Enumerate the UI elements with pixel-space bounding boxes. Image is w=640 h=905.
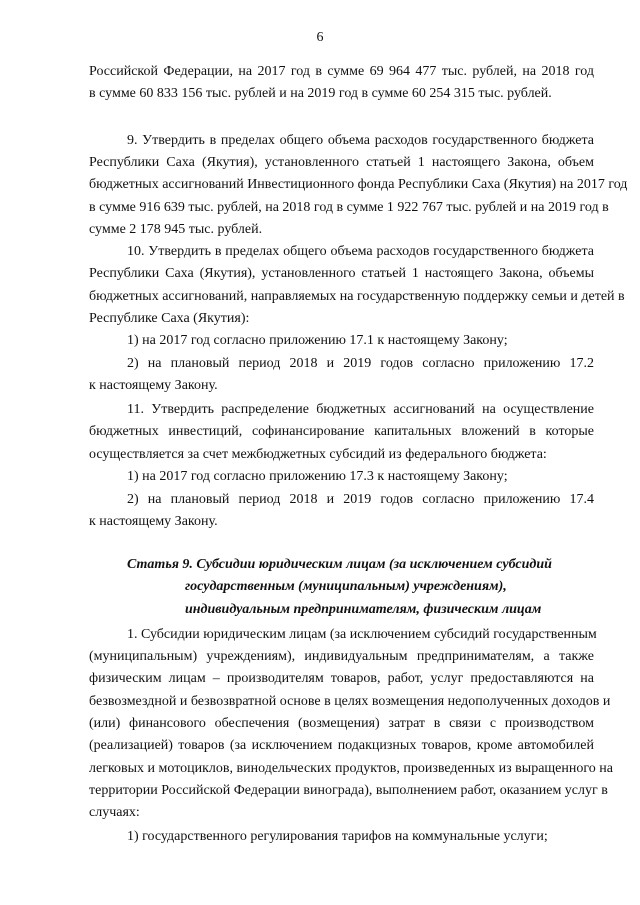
text-line: сумме 2 178 945 тыс. рублей.	[89, 222, 263, 237]
text-line: к настоящему Закону.	[89, 514, 218, 529]
text-line: в сумме 916 639 тыс. рублей, на 2018 год в сумме 1 922 767 тыс. рублей и на 2019 год в	[89, 200, 609, 215]
text-line: 1) государственного регулирования тарифов на коммунальные услуги;	[127, 829, 548, 844]
text-line: 1. Субсидии юридическим лицам (за исключением субсидий государственным	[127, 627, 597, 642]
text-line: безвозмездной и безвозвратной основе в целях возмещения недополученных доходов и	[89, 694, 611, 709]
text-line: территории Российской Федерации винограда), выполнением работ, оказанием услуг в	[89, 783, 608, 798]
article-heading-line: государственным (муниципальным) учреждениям),	[185, 579, 507, 594]
text-line: (реализацией) товаров (за исключением подакцизных товаров, кроме автомобилей	[89, 738, 594, 753]
text-line: осуществляется за счет межбюджетных субсидий из федерального бюджета:	[89, 447, 547, 462]
text-line: Республики Саха (Якутия), установленного статьей 1 настоящего Закона, объемы	[89, 266, 594, 281]
text-line: (или) финансового обеспечения (возмещения) затрат в связи с производством	[89, 716, 594, 731]
text-line: 10. Утвердить в пределах общего объема расходов государственного бюджета	[127, 244, 594, 259]
text-line: 1) на 2017 год согласно приложению 17.1 к настоящему Закону;	[127, 333, 508, 348]
text-line: бюджетных инвестиций, софинансирование капитальных вложений в которые	[89, 424, 594, 439]
text-line: 9. Утвердить в пределах общего объема расходов государственного бюджета	[127, 133, 594, 148]
text-line: бюджетных ассигнований, направляемых на государственную поддержку семьи и детей в	[89, 289, 625, 304]
text-line: 2) на плановый период 2018 и 2019 годов согласно приложению 17.4	[127, 492, 594, 507]
text-line: Республики Саха (Якутия), установленного статьей 1 настоящего Закона, объем	[89, 155, 594, 170]
text-line: к настоящему Закону.	[89, 378, 218, 393]
text-line: бюджетных ассигнований Инвестиционного фонда Республики Саха (Якутия) на 2017 год	[89, 177, 628, 192]
article-heading-line: индивидуальным предпринимателям, физическим лицам	[185, 602, 542, 617]
article-heading-line: Статья 9. Субсидии юридическим лицам (за исключением субсидий	[127, 557, 552, 572]
text-line: случаях:	[89, 805, 140, 820]
text-line: в сумме 60 833 156 тыс. рублей и на 2019 год в сумме 60 254 315 тыс. рублей.	[89, 86, 552, 101]
page-number: 6	[316, 30, 324, 45]
text-line: 11. Утвердить распределение бюджетных ассигнований на осуществление	[127, 402, 594, 417]
text-line: 1) на 2017 год согласно приложению 17.3 к настоящему Закону;	[127, 469, 508, 484]
text-line: 2) на плановый период 2018 и 2019 годов согласно приложению 17.2	[127, 356, 594, 371]
text-line: (муниципальным) учреждениям), индивидуальным предпринимателям, а также	[89, 649, 594, 664]
text-line: физическим лицам – производителям товаров, работ, услуг предоставляются на	[89, 671, 594, 686]
text-line: легковых и мотоциклов, винодельческих продуктов, произведенных из выращенного на	[89, 761, 613, 776]
text-line: Республике Саха (Якутия):	[89, 311, 250, 326]
text-line: Российской Федерации, на 2017 год в сумме 69 964 477 тыс. рублей, на 2018 год	[89, 64, 594, 79]
